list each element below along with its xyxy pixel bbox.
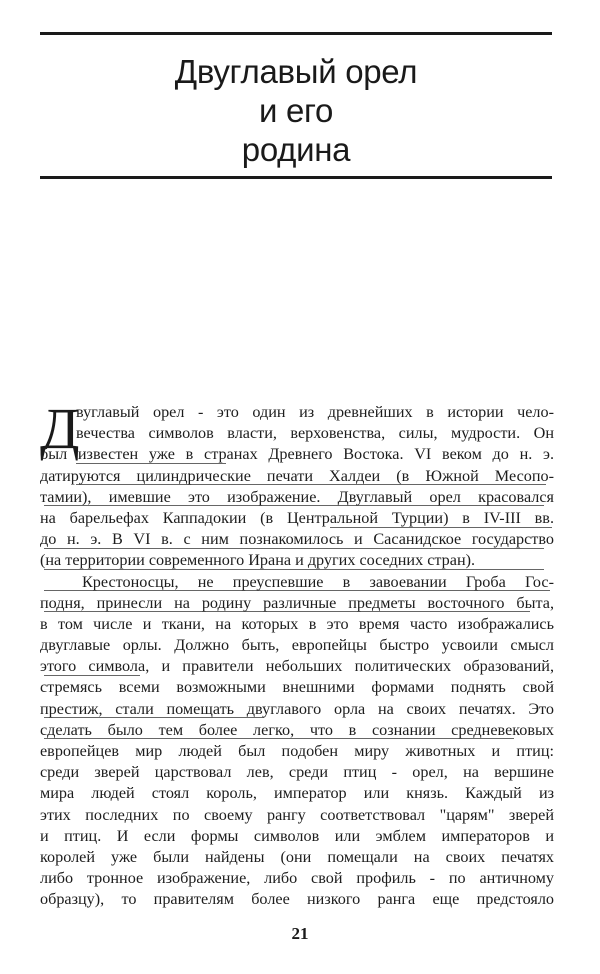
pencil-underline [330, 527, 552, 528]
title-line-2: и его [258, 92, 334, 129]
paragraph-line: в том числе и ткани, на которых в это время часто изображались [40, 614, 554, 633]
pencil-underline [44, 738, 514, 739]
paragraph-line: датируются цилиндрические печати Халдеи (в Южной Месопо- [40, 466, 554, 485]
body-text [40, 396, 554, 911]
paragraph-line: либо тронное изображение, либо свой профиль - по античному [40, 869, 554, 888]
bottom-rule [40, 176, 552, 179]
chapter-title [40, 52, 552, 169]
pencil-underline [44, 611, 530, 612]
paragraph-line: вуглавый орел - это один из древнейших в истории чело- [76, 403, 554, 421]
paragraph-line: этих последних по своему рангу соответствовал "царям" зверей [40, 805, 554, 824]
drop-cap: Д [40, 396, 80, 461]
paragraph-line: Крестоносцы, не преуспевшие в завоевании Гроба Гос- [82, 572, 554, 591]
pencil-underline [76, 463, 226, 464]
paragraph-line: двуглавые орлы. Должно быть, европейцы быстро усвоили смысл [40, 636, 554, 655]
paragraph-line: сделать было тем более легко, что в сознании средневековых [40, 720, 554, 739]
paragraph-line: мира людей стоял король, император или князь. Каждый из [40, 784, 554, 803]
paragraph-line: и птиц. И если формы символов или эмблем императоров и [40, 826, 554, 845]
paragraph-line: этого символа, и правители небольших политических образований, [40, 657, 554, 676]
pencil-underline [44, 505, 544, 506]
pencil-underline [76, 484, 546, 485]
pencil-underline [44, 590, 550, 591]
paragraph-line: (на территории современного Ирана и других соседних стран). [40, 551, 476, 570]
paragraph-line: среди зверей царствовал лев, среди птиц - орел, на вершине [40, 763, 554, 782]
pencil-underline [44, 548, 544, 549]
paragraph-line: вечества символов власти, верховенства, силы, мудрости. Он [76, 424, 554, 443]
paragraph-line: престиж, стали помещать двуглавого орла на своих печатях. Это [40, 699, 554, 718]
paragraph-line: на барельефах Каппадокии (в Центральной Турции) в IV-III вв. [40, 508, 554, 527]
pencil-underline [44, 569, 544, 570]
paragraph-line: тамии), имевшие это изображение. Двуглавый орел красовался [40, 487, 554, 506]
page-number: 21 [291, 924, 309, 943]
top-rule [40, 32, 552, 35]
paragraph-line: королей уже были найдены (они помещали на своих печатях [40, 847, 554, 866]
title-line-1: Двуглавый орел [174, 53, 418, 90]
paragraph-line: образцу), то правителям более низкого ранга еще предстояло [40, 890, 554, 909]
paragraph-line: до н. э. В VI в. с ним познакомилось и Сасанидское государство [40, 530, 554, 549]
title-line-3: родина [241, 131, 351, 168]
pencil-underline [44, 717, 264, 718]
paragraph-line: подня, принесли на родину различные предметы восточного быта, [40, 593, 554, 612]
paragraph-line: европейцев мир людей был подобен миру животных и птиц: [40, 742, 554, 760]
pencil-underline [44, 675, 140, 676]
paragraph-line: был известен уже в странах Древнего Востока. VI веком до н. э. [40, 445, 554, 464]
paragraph-line: стремясь всеми возможными внешними формами поднять свой [40, 678, 554, 697]
